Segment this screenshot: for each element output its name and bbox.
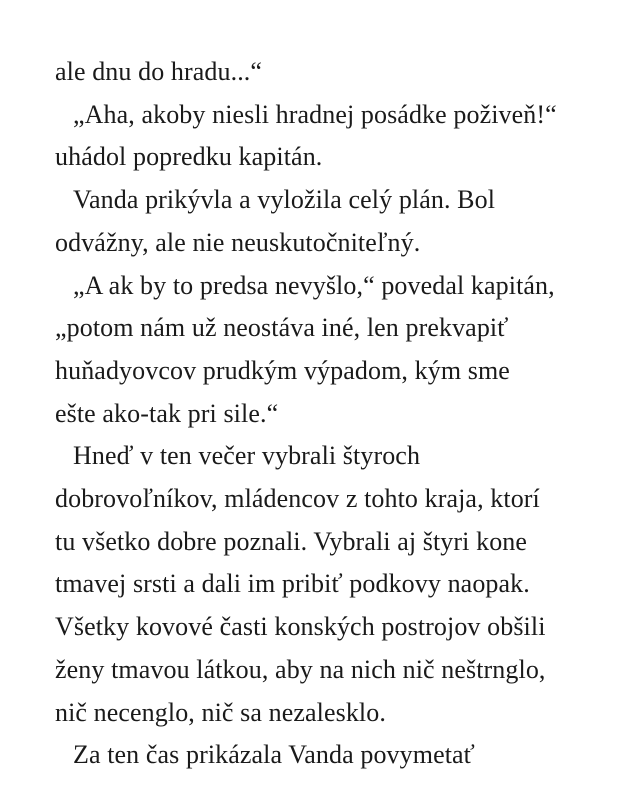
text-line: nič necenglo, nič sa nezalesklo.	[55, 697, 386, 727]
text-line: uhádol popredku kapitán.	[55, 142, 323, 172]
text-line: Hneď v ten večer vybrali štyroch	[73, 441, 421, 471]
text-line: tu všetko dobre poznali. Vybrali aj štyri kone	[55, 526, 528, 556]
text-line: ale dnu do hradu...“	[55, 57, 263, 86]
body-text	[55, 51, 615, 777]
text-line: „potom nám už neostáva iné, len prekvapiť	[55, 313, 509, 343]
text-line: dobrovoľníkov, mládencov z tohto kraja, ktorí	[55, 484, 540, 514]
text-line: odvážny, ale nie neuskutočniteľný.	[55, 227, 421, 257]
text-line: huňadyovcov prudkým výpadom, kým sme	[55, 355, 510, 385]
text-line: ešte ako-tak pri sile.“	[55, 398, 279, 428]
text-line: „A ak by to predsa nevyšlo,“ povedal kapitán,	[73, 270, 555, 300]
text-line: „Aha, akoby niesli hradnej posádke poživeň!“	[73, 99, 557, 129]
text-line: Všetky kovové časti konských postrojov obšili	[55, 612, 546, 642]
text-line: Vanda prikývla a vyložila celý plán. Bol	[73, 185, 496, 215]
text-line: tmavej srsti a dali im pribiť podkovy naopak.	[55, 569, 530, 599]
text-line: ženy tmavou látkou, aby na nich nič neštrnglo,	[55, 654, 546, 684]
text-line: Za ten čas prikázala Vanda povymetať	[73, 740, 475, 770]
